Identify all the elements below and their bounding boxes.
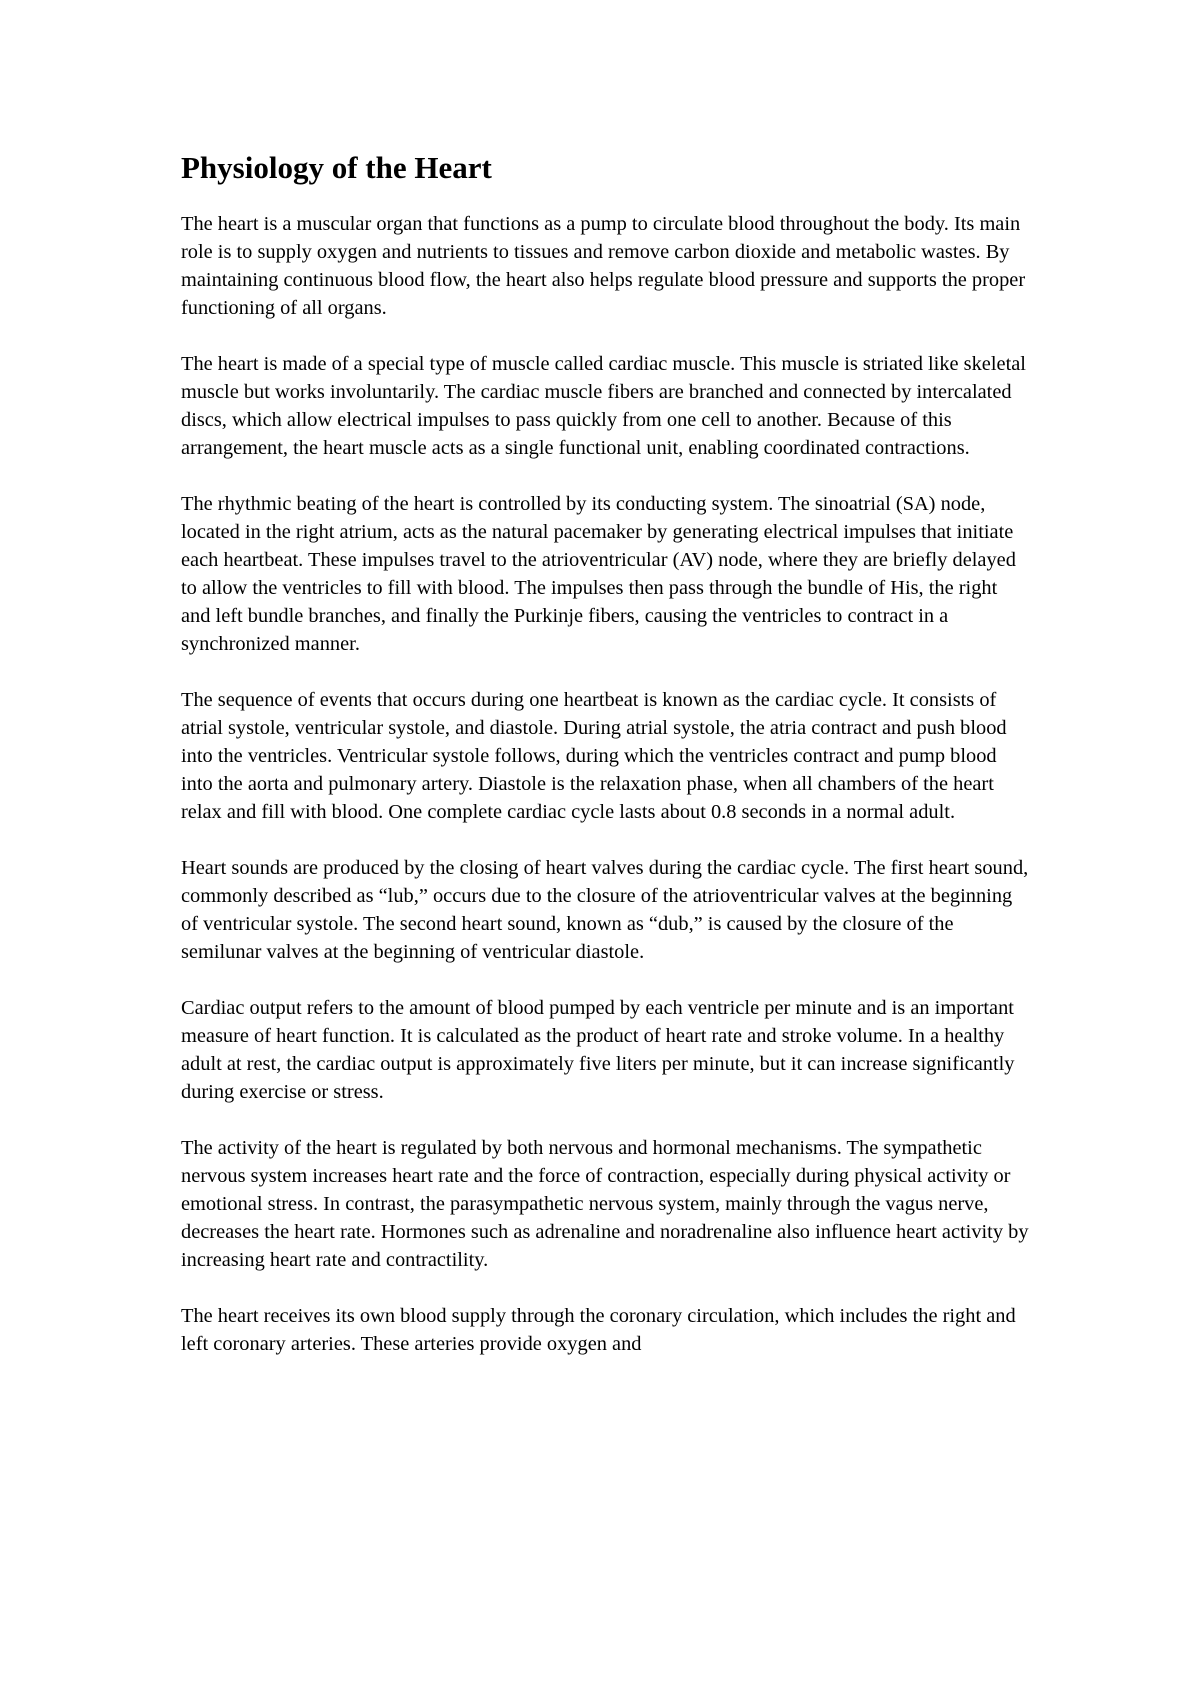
paragraph-cardiac-muscle: The heart is made of a special type of muscle called cardiac muscle. This muscle is striated like skeletal muscle but works involuntarily. The cardiac muscle fibers are branched and connected by intercalated discs, which allow electrical impulses to pass quickly from one cell to another. Because of this arrangement, the heart muscle acts as a single functional unit, enabling coordinated contractions. [181,353,1026,459]
document-page [181,148,1031,1386]
paragraph-heart-sounds: Heart sounds are produced by the closing of heart valves during the cardiac cycle. The first heart sound, commonly described as “lub,” occurs due to the closure of the atrioventricular valves at the beginning of ventricular systole. The second heart sound, known as “dub,” is caused by the closure of the semilunar valves at the beginning of ventricular diastole. [181,857,1029,963]
paragraph-cardiac-cycle: The sequence of events that occurs during one heartbeat is known as the cardiac cycle. It consists of atrial systole, ventricular systole, and diastole. During atrial systole, the atria contract and push blood into the ventricles. Ventricular systole follows, during which the ventricles contract and pump blood into the aorta and pulmonary artery. Diastole is the relaxation phase, when all chambers of the heart relax and fill with blood. One complete cardiac cycle lasts about 0.8 seconds in a normal adult. [181,689,1007,823]
paragraph-coronary-circulation: The heart receives its own blood supply through the coronary circulation, which includes the right and left coronary arteries. These arteries provide oxygen and [181,1305,1016,1355]
paragraph-conducting-system: The rhythmic beating of the heart is controlled by its conducting system. The sinoatrial (SA) node, located in the right atrium, acts as the natural pacemaker by generating electrical impulses that initiate each heartbeat. These impulses travel to the atrioventricular (AV) node, where they are briefly delayed to allow the ventricles to fill with blood. The impulses then pass through the bundle of His, the right and left bundle branches, and finally the Purkinje fibers, causing the ventricles to contract in a synchronized manner. [181,493,1016,655]
document-title: Physiology of the Heart [181,150,492,185]
paragraph-function: The heart is a muscular organ that functions as a pump to circulate blood throughout the body. Its main role is to supply oxygen and nutrients to tissues and remove carbon dioxide and metabolic wastes. By maintaining continuous blood flow, the heart also helps regulate blood pressure and supports the proper functioning of all organs. [181,213,1026,319]
paragraph-cardiac-output: Cardiac output refers to the amount of blood pumped by each ventricle per minute and is an important measure of heart function. It is calculated as the product of heart rate and stroke volume. In a healthy adult at rest, the cardiac output is approximately five liters per minute, but it can increase significantly during exercise or stress. [181,997,1015,1103]
paragraph-regulation: The activity of the heart is regulated by both nervous and hormonal mechanisms. The sympathetic nervous system increases heart rate and the force of contraction, especially during physical activity or emotional stress. In contrast, the parasympathetic nervous system, mainly through the vagus nerve, decreases the heart rate. Hormones such as adrenaline and noradrenaline also influence heart activity by increasing heart rate and contractility. [181,1137,1029,1271]
